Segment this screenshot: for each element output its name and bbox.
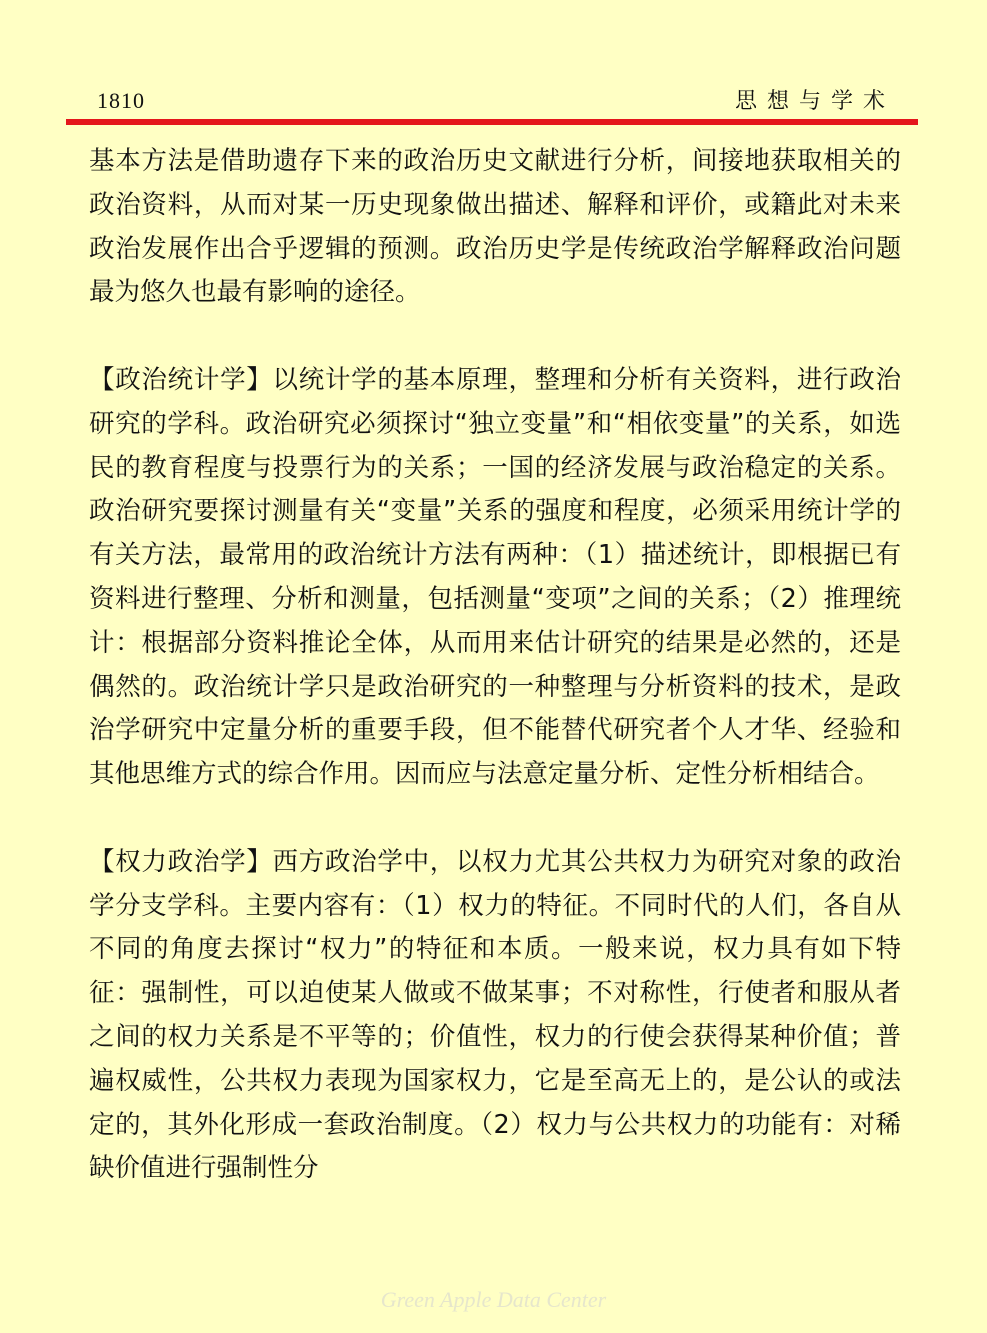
paragraph-political-statistics: 【政治统计学】以统计学的基本原理，整理和分析有关资料，进行政治研究的学科。政治研究必须探讨“独立变量”和“相依变量”的关系，如选民的教育程度与投票行为的关系；一国的经济发展与政治稳定的关系。政治研究要探讨测量有关“变量”关系的强度和程度，必须采用统计学的有关方法，最常用的政治统计方法有两种：（1）描述统计，即根据已有资料进行整理、分析和测量，包括测量“变项”之间的关系；（2）推理统计：根据部分资料推论全体，从而用来估计研究的结果是必然的，还是偶然的。政治统计学只是政治研究的一种整理与分析资料的技术，是政治学研究中定量分析的重要手段，但不能替代研究者个人才华、经验和其他思维方式的综合作用。因而应与法意定量分析、定性分析相结合。 bbox=[89, 364, 901, 790]
paragraph-power-politics: 【权力政治学】西方政治学中，以权力尤其公共权力为研究对象的政治学分支学科。主要内容有：（1）权力的特征。不同时代的人们，各自从不同的角度去探讨“权力”的特征和本质。一般来说，权力具有如下特征：强制性，可以迫使某人做或不做某事；不对称性，行使者和服从者之间的权力关系是不平等的；价值性，权力的行使会获得某种价值；普遍权威性，公共权力表现为国家权力，它是至高无上的，是公认的或法定的，其外化形成一套政治制度。（2）权力与公共权力的功能有：对稀缺价值进行强制性分 bbox=[89, 846, 901, 1184]
body-text bbox=[89, 140, 901, 1191]
header-rule bbox=[66, 119, 918, 125]
running-head-title: 思想与学术 bbox=[734, 89, 895, 114]
watermark: Green Apple Data Center bbox=[380, 1287, 607, 1312]
page-number: 1810 bbox=[97, 88, 145, 113]
paragraph-political-history: 基本方法是借助遗存下来的政治历史文献进行分析，间接地获取相关的政治资料，从而对某一历史现象做出描述、解释和评价，或籍此对未来政治发展作出合乎逻辑的预测。政治历史学是传统政治学解释政治问题最为悠久也最有影响的途径。 bbox=[89, 146, 901, 308]
